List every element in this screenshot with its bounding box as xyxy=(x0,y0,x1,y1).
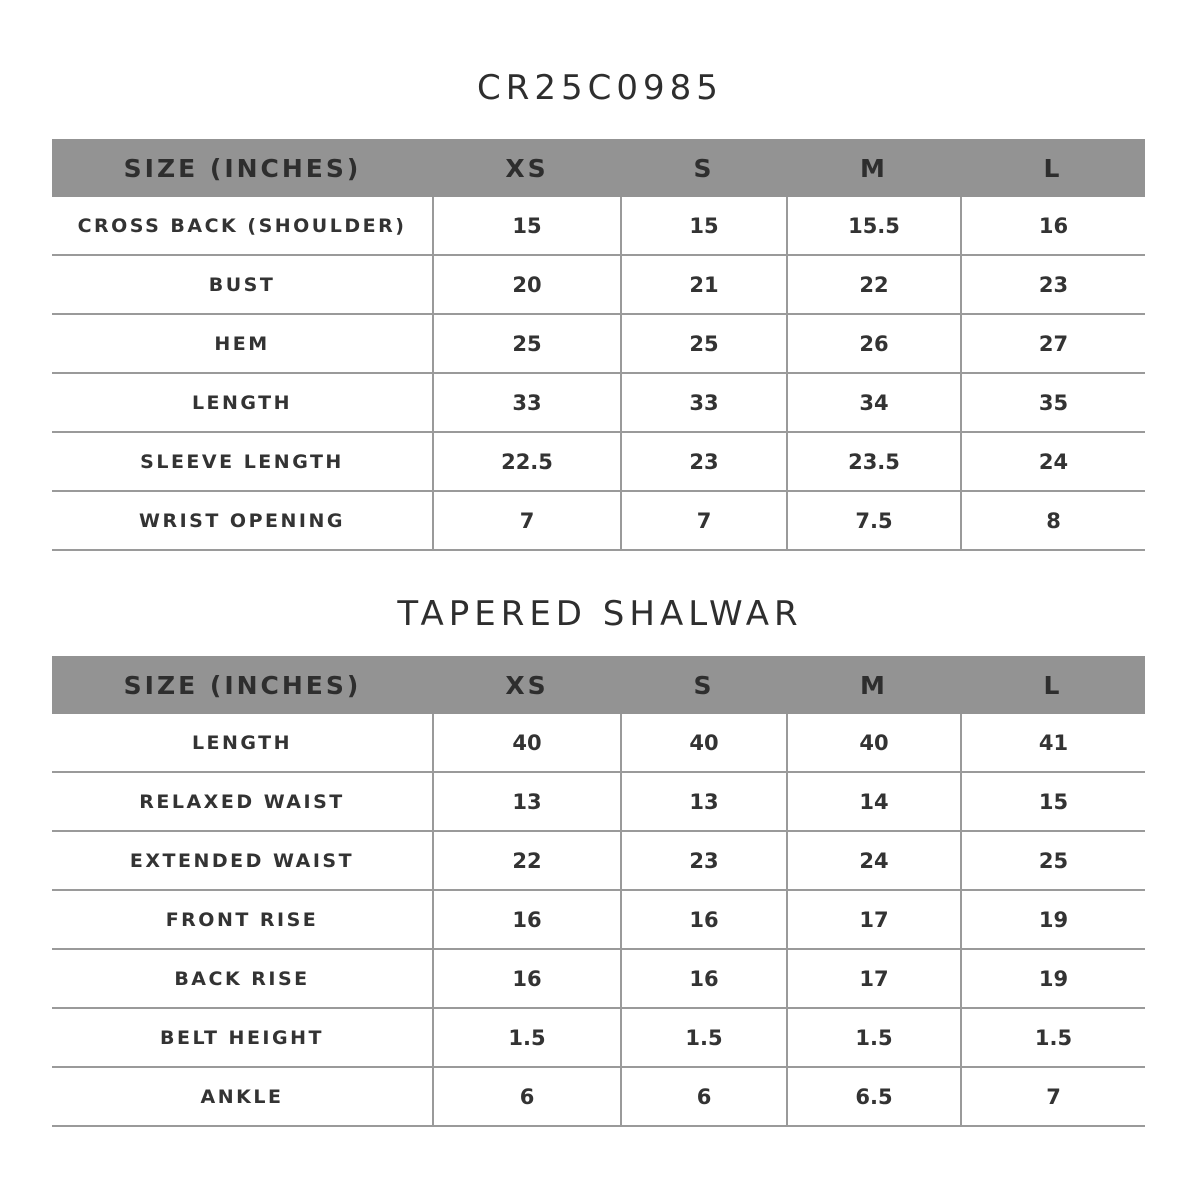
table-row xyxy=(52,1067,1145,1126)
measurement-cell: 40 xyxy=(621,714,787,772)
header-size-cell: S xyxy=(621,139,787,197)
row-label: ANKLE xyxy=(52,1067,433,1126)
row-label: BUST xyxy=(52,255,433,314)
measurement-cell: 40 xyxy=(787,714,961,772)
table-body xyxy=(52,197,1145,550)
measurement-cell: 1.5 xyxy=(787,1008,961,1067)
measurement-cell: 23 xyxy=(621,831,787,890)
measurement-cell: 14 xyxy=(787,772,961,831)
header-size-cell: S xyxy=(621,656,787,714)
measurement-cell: 15.5 xyxy=(787,197,961,255)
row-label: LENGTH xyxy=(52,373,433,432)
header-size-cell: M xyxy=(787,139,961,197)
measurement-cell: 24 xyxy=(961,432,1145,491)
table-title-top: CR25C0985 xyxy=(477,68,723,108)
measurement-cell: 21 xyxy=(621,255,787,314)
table-row xyxy=(52,255,1145,314)
row-label: SLEEVE LENGTH xyxy=(52,432,433,491)
measurement-cell: 35 xyxy=(961,373,1145,432)
size-table-top xyxy=(52,139,1145,551)
measurement-cell: 16 xyxy=(433,890,621,949)
table-body xyxy=(52,714,1145,1126)
measurement-cell: 7 xyxy=(961,1067,1145,1126)
header-row xyxy=(52,139,1145,197)
measurement-cell: 13 xyxy=(621,772,787,831)
measurement-cell: 22 xyxy=(787,255,961,314)
table-row xyxy=(52,373,1145,432)
measurement-cell: 34 xyxy=(787,373,961,432)
table-row xyxy=(52,890,1145,949)
table-header xyxy=(52,139,1145,197)
measurement-cell: 25 xyxy=(433,314,621,373)
row-label: BACK RISE xyxy=(52,949,433,1008)
measurement-cell: 24 xyxy=(787,831,961,890)
measurement-cell: 19 xyxy=(961,890,1145,949)
measurement-cell: 27 xyxy=(961,314,1145,373)
header-size-cell: XS xyxy=(433,139,621,197)
row-label: HEM xyxy=(52,314,433,373)
header-size-cell: L xyxy=(961,139,1145,197)
measurement-cell: 17 xyxy=(787,890,961,949)
measurement-cell: 19 xyxy=(961,949,1145,1008)
measurement-cell: 8 xyxy=(961,491,1145,550)
measurement-cell: 25 xyxy=(961,831,1145,890)
measurement-cell: 7 xyxy=(433,491,621,550)
table-row xyxy=(52,314,1145,373)
measurement-cell: 23.5 xyxy=(787,432,961,491)
measurement-cell: 40 xyxy=(433,714,621,772)
measurement-cell: 33 xyxy=(621,373,787,432)
measurement-cell: 1.5 xyxy=(961,1008,1145,1067)
header-label-cell: SIZE (INCHES) xyxy=(52,139,433,197)
measurement-cell: 16 xyxy=(961,197,1145,255)
measurement-cell: 6.5 xyxy=(787,1067,961,1126)
measurement-cell: 6 xyxy=(433,1067,621,1126)
table-title-bottom: TAPERED SHALWAR xyxy=(397,594,803,634)
measurement-cell: 20 xyxy=(433,255,621,314)
table-row xyxy=(52,714,1145,772)
header-size-cell: L xyxy=(961,656,1145,714)
size-table-bottom xyxy=(52,656,1145,1127)
measurement-cell: 13 xyxy=(433,772,621,831)
header-size-cell: XS xyxy=(433,656,621,714)
row-label: RELAXED WAIST xyxy=(52,772,433,831)
measurement-cell: 23 xyxy=(621,432,787,491)
measurement-cell: 22 xyxy=(433,831,621,890)
row-label: EXTENDED WAIST xyxy=(52,831,433,890)
table-row xyxy=(52,949,1145,1008)
table-header xyxy=(52,656,1145,714)
measurement-cell: 41 xyxy=(961,714,1145,772)
table-row xyxy=(52,772,1145,831)
measurement-cell: 7 xyxy=(621,491,787,550)
row-label: BELT HEIGHT xyxy=(52,1008,433,1067)
measurement-cell: 25 xyxy=(621,314,787,373)
measurement-cell: 26 xyxy=(787,314,961,373)
table-row xyxy=(52,491,1145,550)
measurement-cell: 1.5 xyxy=(621,1008,787,1067)
row-label: CROSS BACK (SHOULDER) xyxy=(52,197,433,255)
header-label-cell: SIZE (INCHES) xyxy=(52,656,433,714)
table-row xyxy=(52,1008,1145,1067)
measurement-cell: 15 xyxy=(433,197,621,255)
measurement-cell: 15 xyxy=(961,772,1145,831)
row-label: FRONT RISE xyxy=(52,890,433,949)
measurement-cell: 22.5 xyxy=(433,432,621,491)
table-row xyxy=(52,831,1145,890)
table-row xyxy=(52,197,1145,255)
measurement-cell: 7.5 xyxy=(787,491,961,550)
measurement-cell: 33 xyxy=(433,373,621,432)
measurement-cell: 17 xyxy=(787,949,961,1008)
measurement-cell: 16 xyxy=(433,949,621,1008)
header-row xyxy=(52,656,1145,714)
header-size-cell: M xyxy=(787,656,961,714)
row-label: LENGTH xyxy=(52,714,433,772)
measurement-cell: 1.5 xyxy=(433,1008,621,1067)
measurement-cell: 16 xyxy=(621,949,787,1008)
measurement-cell: 6 xyxy=(621,1067,787,1126)
measurement-cell: 16 xyxy=(621,890,787,949)
measurement-cell: 23 xyxy=(961,255,1145,314)
row-label: WRIST OPENING xyxy=(52,491,433,550)
table-row xyxy=(52,432,1145,491)
measurement-cell: 15 xyxy=(621,197,787,255)
